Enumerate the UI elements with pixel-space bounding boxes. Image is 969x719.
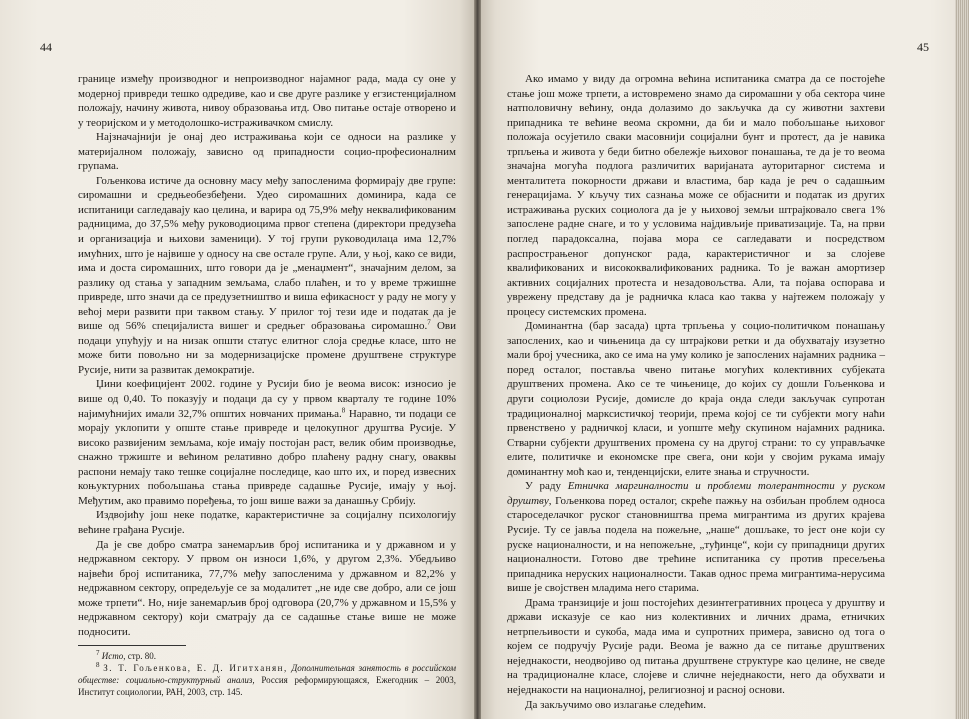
- footnote-text: Исто: [101, 651, 124, 662]
- paragraph-text: , Гољенкова поред осталог, скреће пажњу на озбиљан проблем односа староседелачког руског становништва према мигрантима из других крајева Русије. Ту се јавља подела на пожељне, „наше“ дошљаке, то јест оне који су руске националности, и на непожељне, „туђинце“, који су припадници других националности. Готово две трећине испитаника су против пресељења припадника неруских националности. Такав однос према мигрантима-нерусима више је својствен младима него старима.: [507, 494, 885, 595]
- paragraph: Да је све добро сматра занемарљив број испитаника и у државном и у недржавном сектору. У првом он износи 1,6%, у другом 2,3%. Убедљиво највећи број испитаника, 77,7% међу запосленима у државном и 82,2% у недржавном сектору, опредељује се за модалитет „не иде све добро, али се још може трпети“. Но, није занемарљив број одговора (20,7% у државном и 15,5% у недржавном сектору) који сматрају да се садашње стање више не може подносити.: [78, 538, 456, 638]
- paragraph: Ако имамо у виду да огромна већина испитаника сматра да се постојеће стање још може трпети, а истовремено знамо да сиромашни у оба сектора чине натполовичну већину, онда долазимо до закључка да су животни захтеви припадника те већине веома скромни, да би и мало побољшање њиховог положаја осујетило сваки масовнији социјални бунт и протест, да је навика трпљења и живота у беди битно обележје њиховог понашања, те да је то веома значајна могућа подлога различитих варијаната ауторитарног система и менталитета покорности држави и властима, бар када је реч о садашњим генерацијама. У кључу тих сазнања може се објаснити и податак из других истраживања руских социолога да је у њиховој земљи штрајковало свега 1% запослене радне снаге, и то у условима најдивљије приватизације. Та, на први поглед парадоксална, појава мора се сагледавати и посредством распрострањеног допунског рада, карактеристичног и за слојеве квалификованих и висококвалификованих радника. То је важан амортизер активних социјалних протеста и незадовољства. Али, та појава оспорава и уврежену представу да је радничка класа као таква у најтежем положају у процесу системских промена.: [507, 73, 885, 318]
- right-page: [481, 0, 969, 719]
- page-edges: [955, 0, 969, 719]
- footnote-ref-8[interactable]: 8: [341, 405, 346, 414]
- paragraph-text: Гољенкова истиче да основну масу међу запосленима формирају две групе: сиромашни и средњеобезбеђени. Удео сиромашних доминира, када се испитаници сагледавају као целина, и варира од 75,9% међу неквалификованим радницима, до 37,5% међу руководиоцима првог степена (директори предузећа и организација и њихови заменици). У тој групи руководилаца има 12,7% имућних, што је највише у односу на све остале групе. Али, у њој, како се види, има и доста сиромашних, што говори да је „менаџмент“, значајним делом, за разлику од стања у западним земљама, слабо плаћен, и то у време тржишне привреде, што значи да се предузетништво и виша ефикасност у раду не могу у већој мери развити при таквом стању. У прилог тој тези иде и податак да је више од 56% специјалиста вишег и средњег образовања сиромашно.: [78, 174, 456, 333]
- paragraph-text: Наравно, ти подаци се морају уклопити у опште стање привреде и целокупног друштва Русије. У високо развијеним земљама, које имају постојан раст, велик обим производње, снажно тржиште и већином релативно добро плаћену радну снагу, оваквы распони немају тако тешке социјалне последице, као што их, и поред извесних коњуктурних побољшања стања привреде садашње Русије, имају у њој. Међутим, ако правимо поређења, то још више важи за данашњу Србију.: [78, 407, 456, 507]
- left-page: [0, 0, 474, 719]
- footnote-ref-7[interactable]: 7: [427, 318, 431, 327]
- paragraph: границе између производног и непроизводног најамног рада, мада су оне у модерној привреди тешко одредиве, као и све друге разлике у егзистенцијалном положају, начину живота, нивоу образовања итд. Ово питање остаје отворено и у теоријском и у методолошко-истраживачком смислу.: [78, 73, 456, 129]
- right-page-body: [507, 72, 885, 712]
- footnote-text: Россия реформирующаяся, Ежегодник – 2003, Институт социологии, РАН, 2003, стр. 145.: [78, 675, 456, 698]
- paragraph: [78, 174, 456, 378]
- footnote-text: , стр. 80.: [123, 651, 157, 662]
- paragraph: Да закључимо ово излагање следећим.: [525, 698, 706, 711]
- paragraph: Најзначајнији је онај део истраживања који се односи на разлике у материјалном положају, зависно од припадности социо-професионалним групама.: [78, 131, 456, 173]
- work-title: Етничка маргиналности и проблеми толерантности у руском друштву: [507, 480, 885, 507]
- footnote-mark: 7: [96, 649, 100, 658]
- paragraph-text: У раду: [525, 480, 568, 493]
- footnote-mark: 8: [96, 661, 100, 670]
- paragraph-text: Џини коефицијент 2002. године у Русији био је веома висок: износио је више од 0,40. То показују и подаци да су у првом кварталу те године 10% најимућнијих имали 32,7% општих новчаних примања.: [78, 378, 456, 420]
- paragraph-text: Ови подаци упућују и на низак општи статус елитног слоја средње класе, што не може бити повољно ни за модернизацијске промене друштвене структуре Русије, нити за развитак демократије.: [78, 320, 456, 376]
- footnote-7: [78, 650, 456, 662]
- paragraph: [507, 479, 885, 595]
- page-number-right: 45: [917, 40, 929, 54]
- footnote-authors: З. Т. Гољенкова, Е. Д. Игитханян,: [103, 663, 288, 674]
- paragraph: [78, 377, 456, 508]
- paragraph: Драма транзиције и још постојећих дезинтегративних процеса у друштву и држави исказује се као низ колективних и личних драма, етничких нетрпељивости и сукоба, мада има и супротних примера, зависно од тога о којем се подручју Русије ради. Веома је важно да се питање друштвених неједнакости, неодвојиво од питања друштвене структуре као целине, не сведе на традиционалне класе, слојеве и сличне неједнакости, него да обухвати и неједнакости на националној, религиозној и расној основи.: [507, 596, 885, 696]
- footnote-8: [78, 662, 456, 698]
- paragraph: Издвојићу још неке податке, карактеристичне за социјалну психологију већине грађана Русије.: [78, 509, 456, 536]
- page-number-left: 44: [40, 40, 52, 54]
- left-page-body: [78, 72, 456, 698]
- footnote-title: Дополнительная занятость в российском обществе: социально-структурный анализ,: [78, 663, 457, 686]
- footnote-divider: [78, 645, 186, 646]
- paragraph: Доминантна (бар засада) црта трпљења у социо-политичком понашању запослених, као и чињеница да су штрајкови ретки и да обухватају изузетно мали број учесника, ако се има на уму колико је запослених најамних радника – поред осталог, поставља чвено питање могућих колективних субјеката друштвених промена. Ако се те чињенице, до којих су дошли Гољенкова и други социолози Русије, домисле до краја онда следи закључак супротан традиционалној марксистичкој теорији, према којој се ти субјекти могу наћи првенствено у радничкој класи, и уопште међу скупином најамних радника. Стварни субјекти друштвених промена су на другој страни: то су управљачке елите, политичке и економске пре свега, они који у својим рукама имају доминантну моћ као и, тенденцијски, елите знања и стручности.: [507, 320, 885, 478]
- book-gutter: [474, 0, 481, 719]
